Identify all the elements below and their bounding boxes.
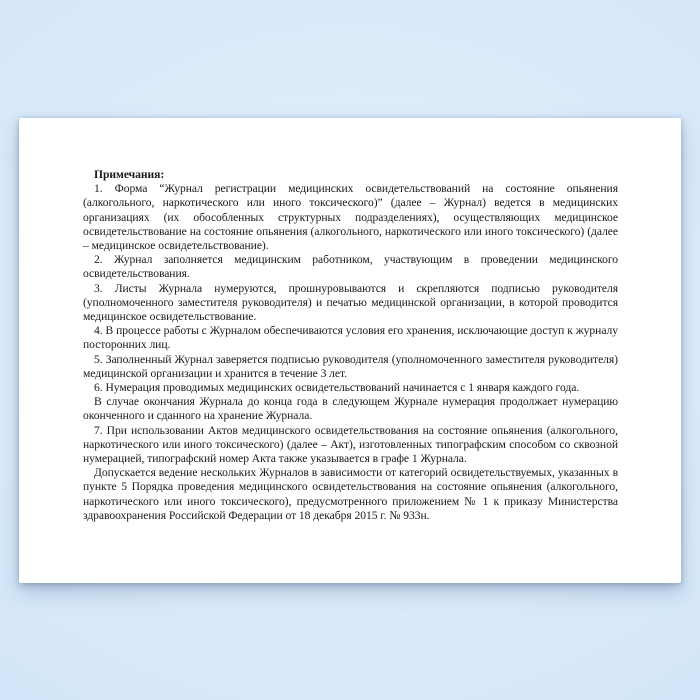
paragraph-4: 4. В процессе работы с Журналом обеспечиваются условия его хранения, исключающие доступ к журналу посторонних лиц.: [83, 324, 618, 352]
paragraph-8: 7. При использовании Актов медицинского освидетельствования на состояние опьянения (алкогольного, наркотического или иного токсического) (далее – Акт), изготовленных типографским способом со сквозной нумерацией, типографский номер Акта также указывается в графе 1 Журнала.: [83, 423, 618, 466]
paragraph-2: 2. Журнал заполняется медицинским работником, участвующим в проведении медицинского освидетельствования.: [83, 253, 618, 281]
paragraph-5: 5. Заполненный Журнал заверяется подписью руководителя (уполномоченного заместителя руководителя) медицинской организации и хранится в течение 3 лет.: [83, 352, 618, 380]
paragraph-9: Допускается ведение нескольких Журналов в зависимости от категорий освидетельствуемых, указанных в пункте 5 Порядка проведения медицинского освидетельствования на состояние опьянения (алкогольного, наркотического или иного токсического), предусмотренного приложением № 1 к приказу Министерства здравоохранения Российской Федерации от 18 декабря 2015 г. № 933н.: [83, 466, 618, 522]
paragraph-3: 3. Листы Журнала нумеруются, прошнуровываются и скрепляются подписью руководителя (уполномоченного заместителя руководителя) и печатью медицинской организации, в которой проводится медицинское освидетельствование.: [83, 281, 618, 324]
paragraph-1: 1. Форма “Журнал регистрации медицинских освидетельствований на состояние опьянения (алкогольного, наркотического или иного токсического)” (далее – Журнал) ведется в медицинских организациях (их обособленных структурных подразделениях), осуществляющих медицинское освидетельствование на состояние опьянения (алкогольного, наркотического или иного токсического) (далее – медицинское освидетельствование).: [83, 182, 618, 253]
notes-paragraphs: [83, 182, 618, 523]
paragraph-7: В случае окончания Журнала до конца года в следующем Журнале нумерация продолжает нумерацию оконченного и сданного на хранение Журнала.: [83, 395, 618, 423]
document-page: [19, 118, 681, 583]
notes-section: [83, 168, 618, 523]
notes-heading: Примечания:: [94, 168, 165, 181]
paragraph-6: 6. Нумерация проводимых медицинских освидетельствований начинается с 1 января каждого года.: [94, 381, 580, 395]
